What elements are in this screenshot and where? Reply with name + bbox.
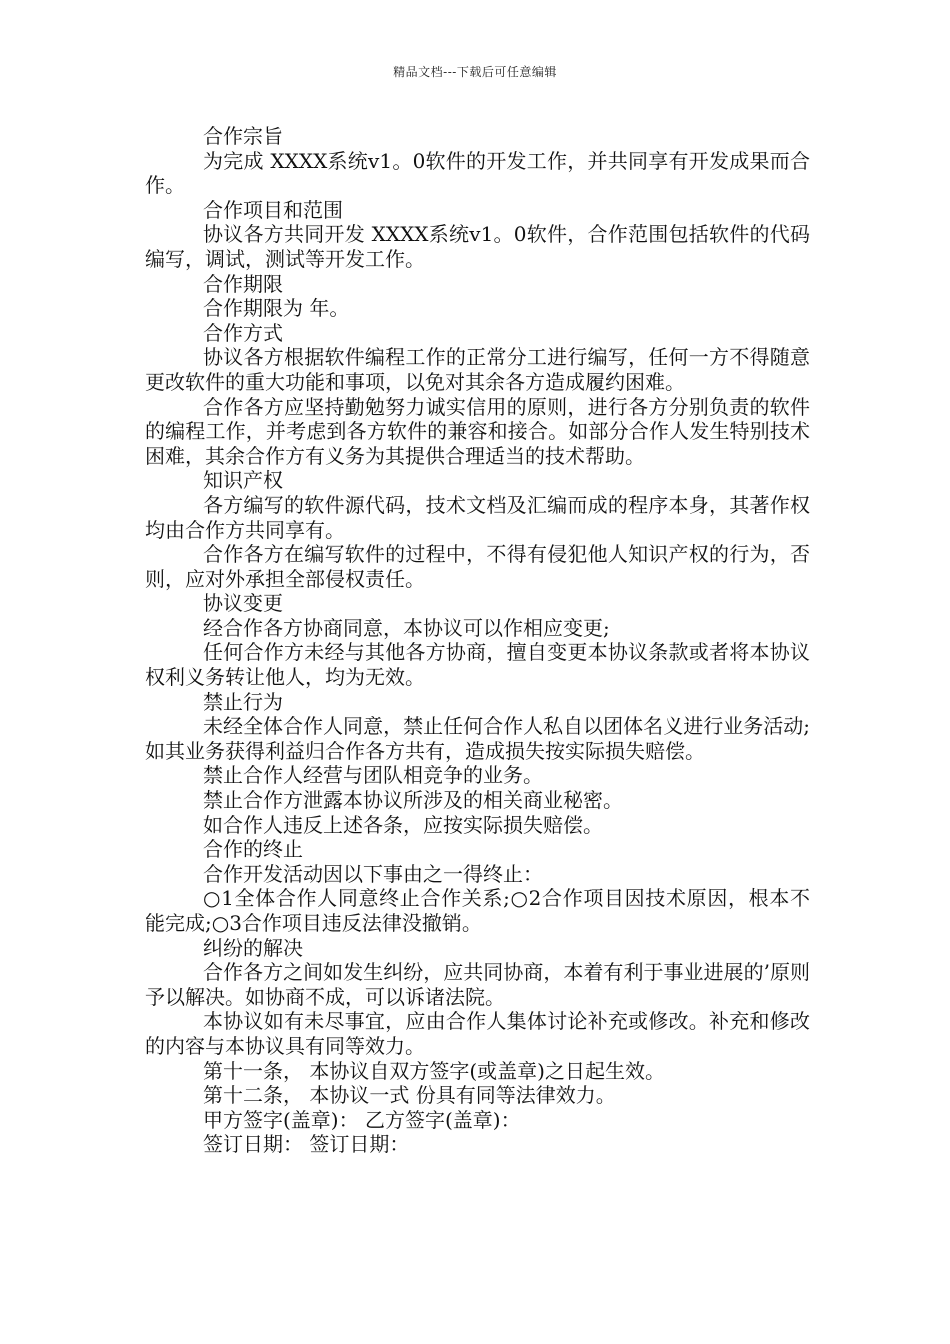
section-heading-method: 合作方式 xyxy=(203,320,283,345)
paragraph-method-1: 协议各方根据软件编程工作的正常分工进行编写，任何一方不得随意更改软件的重大功能和事项，以免对其余各方造成履约困难。 xyxy=(145,345,810,394)
paragraph-term: 合作期限为 年。 xyxy=(203,296,350,321)
paragraph-amendment-1: 经合作各方协商同意，本协议可以作相应变更; xyxy=(203,615,610,640)
paragraph-supplement: 本协议如有未尽事宜，应由合作人集体讨论补充或修改。补充和修改的内容与本协议具有同等效力。 xyxy=(145,1009,810,1058)
section-heading-scope: 合作项目和范围 xyxy=(203,197,343,222)
paragraph-ip-2: 合作各方在编写软件的过程中，不得有侵犯他人知识产权的行为，否则，应对外承担全部侵权责任。 xyxy=(145,542,810,591)
document-body xyxy=(145,124,810,1157)
paragraph-prohibited-2: 禁止合作人经营与团队相竞争的业务。 xyxy=(203,763,543,788)
signing-date-line: 签订日期： 签订日期： xyxy=(203,1132,410,1157)
paragraph-termination-1: 合作开发活动因以下事由之一得终止： xyxy=(203,861,543,886)
paragraph-ip-1: 各方编写的软件源代码，技术文档及汇编而成的程序本身，其著作权均由合作方共同享有。 xyxy=(145,492,810,542)
section-heading-termination: 合作的终止 xyxy=(203,837,303,862)
section-heading-dispute: 纠纷的解决 xyxy=(203,935,303,960)
section-heading-purpose: 合作宗旨 xyxy=(203,124,283,148)
paragraph-method-2: 合作各方应坚持勤勉努力诚实信用的原则，进行各方分别负责的软件的编程工作，并考虑到各方软件的兼容和接合。如部分合作人发生特别技术困难，其余合作方有义务为其提供合理适当的技术帮助。 xyxy=(145,394,810,468)
paragraph-scope: 协议各方共同开发 XXXX系统v1。0软件，合作范围包括软件的代码编写，调试，测试等开发工作。 xyxy=(145,222,810,271)
paragraph-termination-2: ○1全体合作人同意终止合作关系;○2合作项目因技术原因，根本不能完成;○3合作项目违反法律没撤销。 xyxy=(145,886,810,935)
signature-line: 甲方签字(盖章)： 乙方签字(盖章)： xyxy=(203,1107,521,1132)
page-header: 精品文档---下载后可任意编辑 xyxy=(393,65,557,79)
paragraph-purpose: 为完成 XXXX系统v1。0软件的开发工作，并共同享有开发成果而合作。 xyxy=(145,148,810,198)
section-heading-term: 合作期限 xyxy=(203,271,283,296)
article-12: 第十二条， 本协议一式 份具有同等法律效力。 xyxy=(203,1083,616,1108)
article-11: 第十一条， 本协议自双方签字(或盖章)之日起生效。 xyxy=(203,1058,665,1083)
paragraph-dispute: 合作各方之间如发生纠纷，应共同协商，本着有利于事业进展的’原则予以解决。如协商不成，可以诉诸法院。 xyxy=(145,960,810,1009)
section-heading-ip: 知识产权 xyxy=(203,468,283,493)
section-heading-prohibited: 禁止行为 xyxy=(203,689,283,714)
section-heading-amendment: 协议变更 xyxy=(203,591,283,616)
paragraph-prohibited-1: 未经全体合作人同意，禁止任何合作人私自以团体名义进行业务活动;如其业务获得利益归合作各方共有，造成损失按实际损失赔偿。 xyxy=(145,714,810,763)
paragraph-prohibited-3: 禁止合作方泄露本协议所涉及的相关商业秘密。 xyxy=(203,788,623,813)
paragraph-amendment-2: 任何合作方未经与其他各方协商，擅自变更本协议条款或者将本协议权利义务转让他人，均为无效。 xyxy=(145,640,810,690)
paragraph-prohibited-4: 如合作人违反上述各条，应按实际损失赔偿。 xyxy=(203,812,603,837)
